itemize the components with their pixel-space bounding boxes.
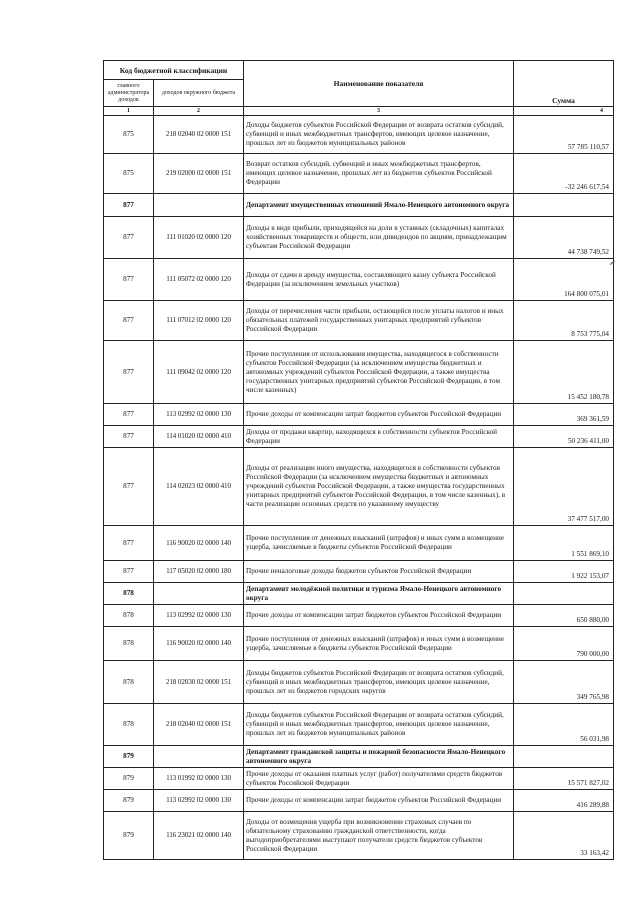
indicator-name-cell: Возврат остатков субсидий, субвенций и иных межбюджетных трансфертов, имеющих целевое назначение, прошлых лет из бюджетов субъектов Российской Федерации bbox=[244, 154, 514, 194]
table-row bbox=[104, 154, 614, 194]
sum-cell: 164 800 075,01 bbox=[514, 259, 614, 301]
indicator-name-cell: Прочие неналоговые доходы бюджетов субъектов Российской Федерации bbox=[244, 561, 514, 583]
department-name-cell: Департамент гражданской защиты и пожарной безопасности Ямало-Ненецкого автономного округа bbox=[244, 746, 514, 768]
income-code-cell: 218 02040 02 0000 151 bbox=[154, 704, 244, 746]
indicator-name-cell: Прочие доходы от оказания платных услуг (работ) получателями средств бюджетов субъектов Российской Федерации bbox=[244, 768, 514, 790]
admin-code-cell: 877 bbox=[104, 426, 154, 448]
table-row bbox=[104, 812, 614, 860]
table-row bbox=[104, 341, 614, 404]
admin-code-cell: 877 bbox=[104, 301, 154, 341]
table-row bbox=[104, 404, 614, 426]
table-body bbox=[104, 116, 614, 860]
admin-code-cell: 877 bbox=[104, 259, 154, 301]
income-code-cell: 114 01020 02 0000 410 bbox=[154, 426, 244, 448]
indicator-name-cell: Доходы бюджетов субъектов Российской Федерации от возврата остатков субсидий, субвенций и иных межбюджетных трансфертов, имеющих целевое назначение, прошлых лет из бюджетов муниципальных районов bbox=[244, 704, 514, 746]
admin-code-cell: 877 bbox=[104, 217, 154, 259]
table-row bbox=[104, 790, 614, 812]
income-code-cell: 219 02000 02 0000 151 bbox=[154, 154, 244, 194]
sum-cell bbox=[514, 194, 614, 217]
table-row bbox=[104, 217, 614, 259]
sum-cell: 1 551 869,10 bbox=[514, 526, 614, 561]
indicator-name-cell: Прочие поступления от денежных взысканий (штрафов) и иных сумм в возмещение ущерба, зачисляемые в бюджеты субъектов Российской Федерации bbox=[244, 526, 514, 561]
income-code-cell: 114 02023 02 0000 410 bbox=[154, 448, 244, 526]
admin-code-cell: 878 bbox=[104, 583, 154, 605]
sum-cell: 790 000,00 bbox=[514, 627, 614, 661]
table-row bbox=[104, 627, 614, 661]
admin-code-cell: 878 bbox=[104, 627, 154, 661]
sum-cell: 56 031,98 bbox=[514, 704, 614, 746]
indicator-name-cell: Прочие поступления от денежных взысканий (штрафов) и иных сумм в возмещение ущерба, зачисляемые в бюджеты субъектов Российской Федерации bbox=[244, 627, 514, 661]
table-row bbox=[104, 768, 614, 790]
indicator-name-cell: Прочие доходы от компенсации затрат бюджетов субъектов Российской Федерации bbox=[244, 404, 514, 426]
department-name-cell: Департамент имущественных отношений Ямало-Ненецкого автономного округа bbox=[244, 194, 514, 217]
table-row bbox=[104, 561, 614, 583]
sum-cell: 1 922 153,07 bbox=[514, 561, 614, 583]
budget-income-table bbox=[103, 60, 614, 860]
table-row bbox=[104, 259, 614, 301]
admin-code-cell: 877 bbox=[104, 448, 154, 526]
header-budget-classification: Код бюджетной классификации bbox=[104, 61, 244, 80]
admin-code-cell: 875 bbox=[104, 116, 154, 154]
admin-code-cell: 878 bbox=[104, 704, 154, 746]
income-code-cell: 116 23021 02 0000 140 bbox=[154, 812, 244, 860]
income-code-cell: 111 07012 02 0000 120 bbox=[154, 301, 244, 341]
table-row bbox=[104, 448, 614, 526]
header-row-group bbox=[104, 61, 614, 80]
indicator-name-cell: Доходы от продажи квартир, находящихся в собственности субъектов Российской Федерации bbox=[244, 426, 514, 448]
income-code-cell: 111 05072 02 0000 120 bbox=[154, 259, 244, 301]
sum-cell: 349 765,98 bbox=[514, 661, 614, 704]
sum-cell: 57 785 110,57 bbox=[514, 116, 614, 154]
indicator-name-cell: Доходы бюджетов субъектов Российской Федерации от возврата остатков субсидий, субвенций и иных межбюджетных трансфертов, имеющих целевое назначение, прошлых лет из бюджетов городских округов bbox=[244, 661, 514, 704]
sum-cell: 15 452 180,78 bbox=[514, 341, 614, 404]
indicator-name-cell: Доходы от перечисления части прибыли, остающейся после уплаты налогов и иных обязательных платежей государственных унитарных предприятий субъектов Российской Федерации bbox=[244, 301, 514, 341]
header-indicator-name: Наименование показателя bbox=[244, 61, 514, 107]
table-row bbox=[104, 704, 614, 746]
sum-cell bbox=[514, 583, 614, 605]
income-code-cell: 113 01992 02 0000 130 bbox=[154, 768, 244, 790]
admin-code-cell: 879 bbox=[104, 746, 154, 768]
sum-cell: 650 880,00 bbox=[514, 605, 614, 627]
sum-cell bbox=[514, 746, 614, 768]
indicator-name-cell: Доходы от возмещения ущерба при возникновении страховых случаев по обязательному страхованию гражданской ответственности, когда выгодоприобретателями выступают получатели средств бюджетов субъектов Российской Федерации bbox=[244, 812, 514, 860]
table-row bbox=[104, 426, 614, 448]
admin-code-cell: 879 bbox=[104, 790, 154, 812]
income-code-cell: 116 90020 02 0000 140 bbox=[154, 526, 244, 561]
income-code-cell: 218 02030 02 0000 151 bbox=[154, 661, 244, 704]
indicator-name-cell: Доходы бюджетов субъектов Российской Федерации от возврата остатков субсидий, субвенций и иных межбюджетных трансфертов, имеющих целевое назначение, прошлых лет из бюджетов муниципальных районов bbox=[244, 116, 514, 154]
income-code-cell: 113 02992 02 0000 130 bbox=[154, 605, 244, 627]
indicator-name-cell: Доходы в виде прибыли, приходящейся на доли в уставных (складочных) капиталах хозяйственных товариществ и обществ, или дивидендов по акциям, принадлежащим субъектам Российской Федерации bbox=[244, 217, 514, 259]
admin-code-cell: 877 bbox=[104, 194, 154, 217]
table-row bbox=[104, 116, 614, 154]
income-code-cell: 111 01020 02 0000 120 bbox=[154, 217, 244, 259]
header-admin-code: главного администратора доходов bbox=[104, 80, 154, 107]
table-row bbox=[104, 661, 614, 704]
header-row-numbers bbox=[104, 107, 614, 116]
sum-cell: 416 289,88 bbox=[514, 790, 614, 812]
admin-code-cell: 877 bbox=[104, 526, 154, 561]
income-code-cell: 113 02992 02 0000 130 bbox=[154, 790, 244, 812]
income-code-cell: 113 02992 02 0000 130 bbox=[154, 404, 244, 426]
income-code-cell bbox=[154, 746, 244, 768]
header-sum: Сумма bbox=[514, 61, 614, 107]
table-row bbox=[104, 526, 614, 561]
sum-cell: 50 236 411,00 bbox=[514, 426, 614, 448]
header-income-code: доходов окружного бюджета bbox=[154, 80, 244, 107]
budget-income-table-sheet bbox=[103, 60, 613, 860]
indicator-name-cell: Доходы от сдачи в аренду имущества, составляющего казну субъекта Российской Федерации (за исключением земельных участков) bbox=[244, 259, 514, 301]
table-header bbox=[104, 61, 614, 116]
admin-code-cell: 878 bbox=[104, 661, 154, 704]
admin-code-cell: 878 bbox=[104, 605, 154, 627]
income-code-cell: 116 90020 02 0000 140 bbox=[154, 627, 244, 661]
income-code-cell: 218 02040 02 0000 151 bbox=[154, 116, 244, 154]
admin-code-cell: 879 bbox=[104, 812, 154, 860]
admin-code-cell: 877 bbox=[104, 341, 154, 404]
admin-code-cell: 877 bbox=[104, 561, 154, 583]
sum-cell: -32 246 617,54 bbox=[514, 154, 614, 194]
sum-cell: 369 361,59 bbox=[514, 404, 614, 426]
income-code-cell: 111 09042 02 0000 120 bbox=[154, 341, 244, 404]
admin-code-cell: 877 bbox=[104, 404, 154, 426]
income-code-cell bbox=[154, 583, 244, 605]
indicator-name-cell: Прочие поступления от использования имущества, находящегося в собственности субъектов Российской Федерации (за исключением имущества бюджетных и автономных учреждений субъектов Российской Федерации, а также имущества государственных унитарных предприятий субъектов Российской Федерации, в том числе казенных) bbox=[244, 341, 514, 404]
sum-cell: 33 163,42 bbox=[514, 812, 614, 860]
department-name-cell: Департамент молодёжной политики и туризма Ямало-Ненецкого автономного округа bbox=[244, 583, 514, 605]
indicator-name-cell: Доходы от реализации иного имущества, находящегося в собственности субъектов Российской Федерации (за исключением имущества бюджетных и автономных учреждений субъектов Российской Федерации, а также имущества государственных унитарных предприятий субъектов Российской Федерации, в том числе казенных), в части реализации основных средств по указанному имуществу bbox=[244, 448, 514, 526]
table-row bbox=[104, 301, 614, 341]
admin-code-cell: 875 bbox=[104, 154, 154, 194]
table-row bbox=[104, 605, 614, 627]
income-code-cell: 117 05020 02 0000 180 bbox=[154, 561, 244, 583]
sum-cell: 15 571 827,02 bbox=[514, 768, 614, 790]
column-number-3: 3 bbox=[244, 107, 514, 116]
income-code-cell bbox=[154, 194, 244, 217]
column-number-2: 2 bbox=[154, 107, 244, 116]
column-number-4: 4 bbox=[514, 107, 614, 116]
sum-cell: 37 477 517,00 bbox=[514, 448, 614, 526]
column-number-1: 1 bbox=[104, 107, 154, 116]
indicator-name-cell: Прочие доходы от компенсации затрат бюджетов субъектов Российской Федерации bbox=[244, 790, 514, 812]
admin-code-cell: 879 bbox=[104, 768, 154, 790]
indicator-name-cell: Прочие доходы от компенсации затрат бюджетов субъектов Российской Федерации bbox=[244, 605, 514, 627]
sum-cell: 8 753 775,04 bbox=[514, 301, 614, 341]
department-row bbox=[104, 194, 614, 217]
department-row bbox=[104, 583, 614, 605]
department-row bbox=[104, 746, 614, 768]
sum-cell: 44 738 749,52 bbox=[514, 217, 614, 259]
